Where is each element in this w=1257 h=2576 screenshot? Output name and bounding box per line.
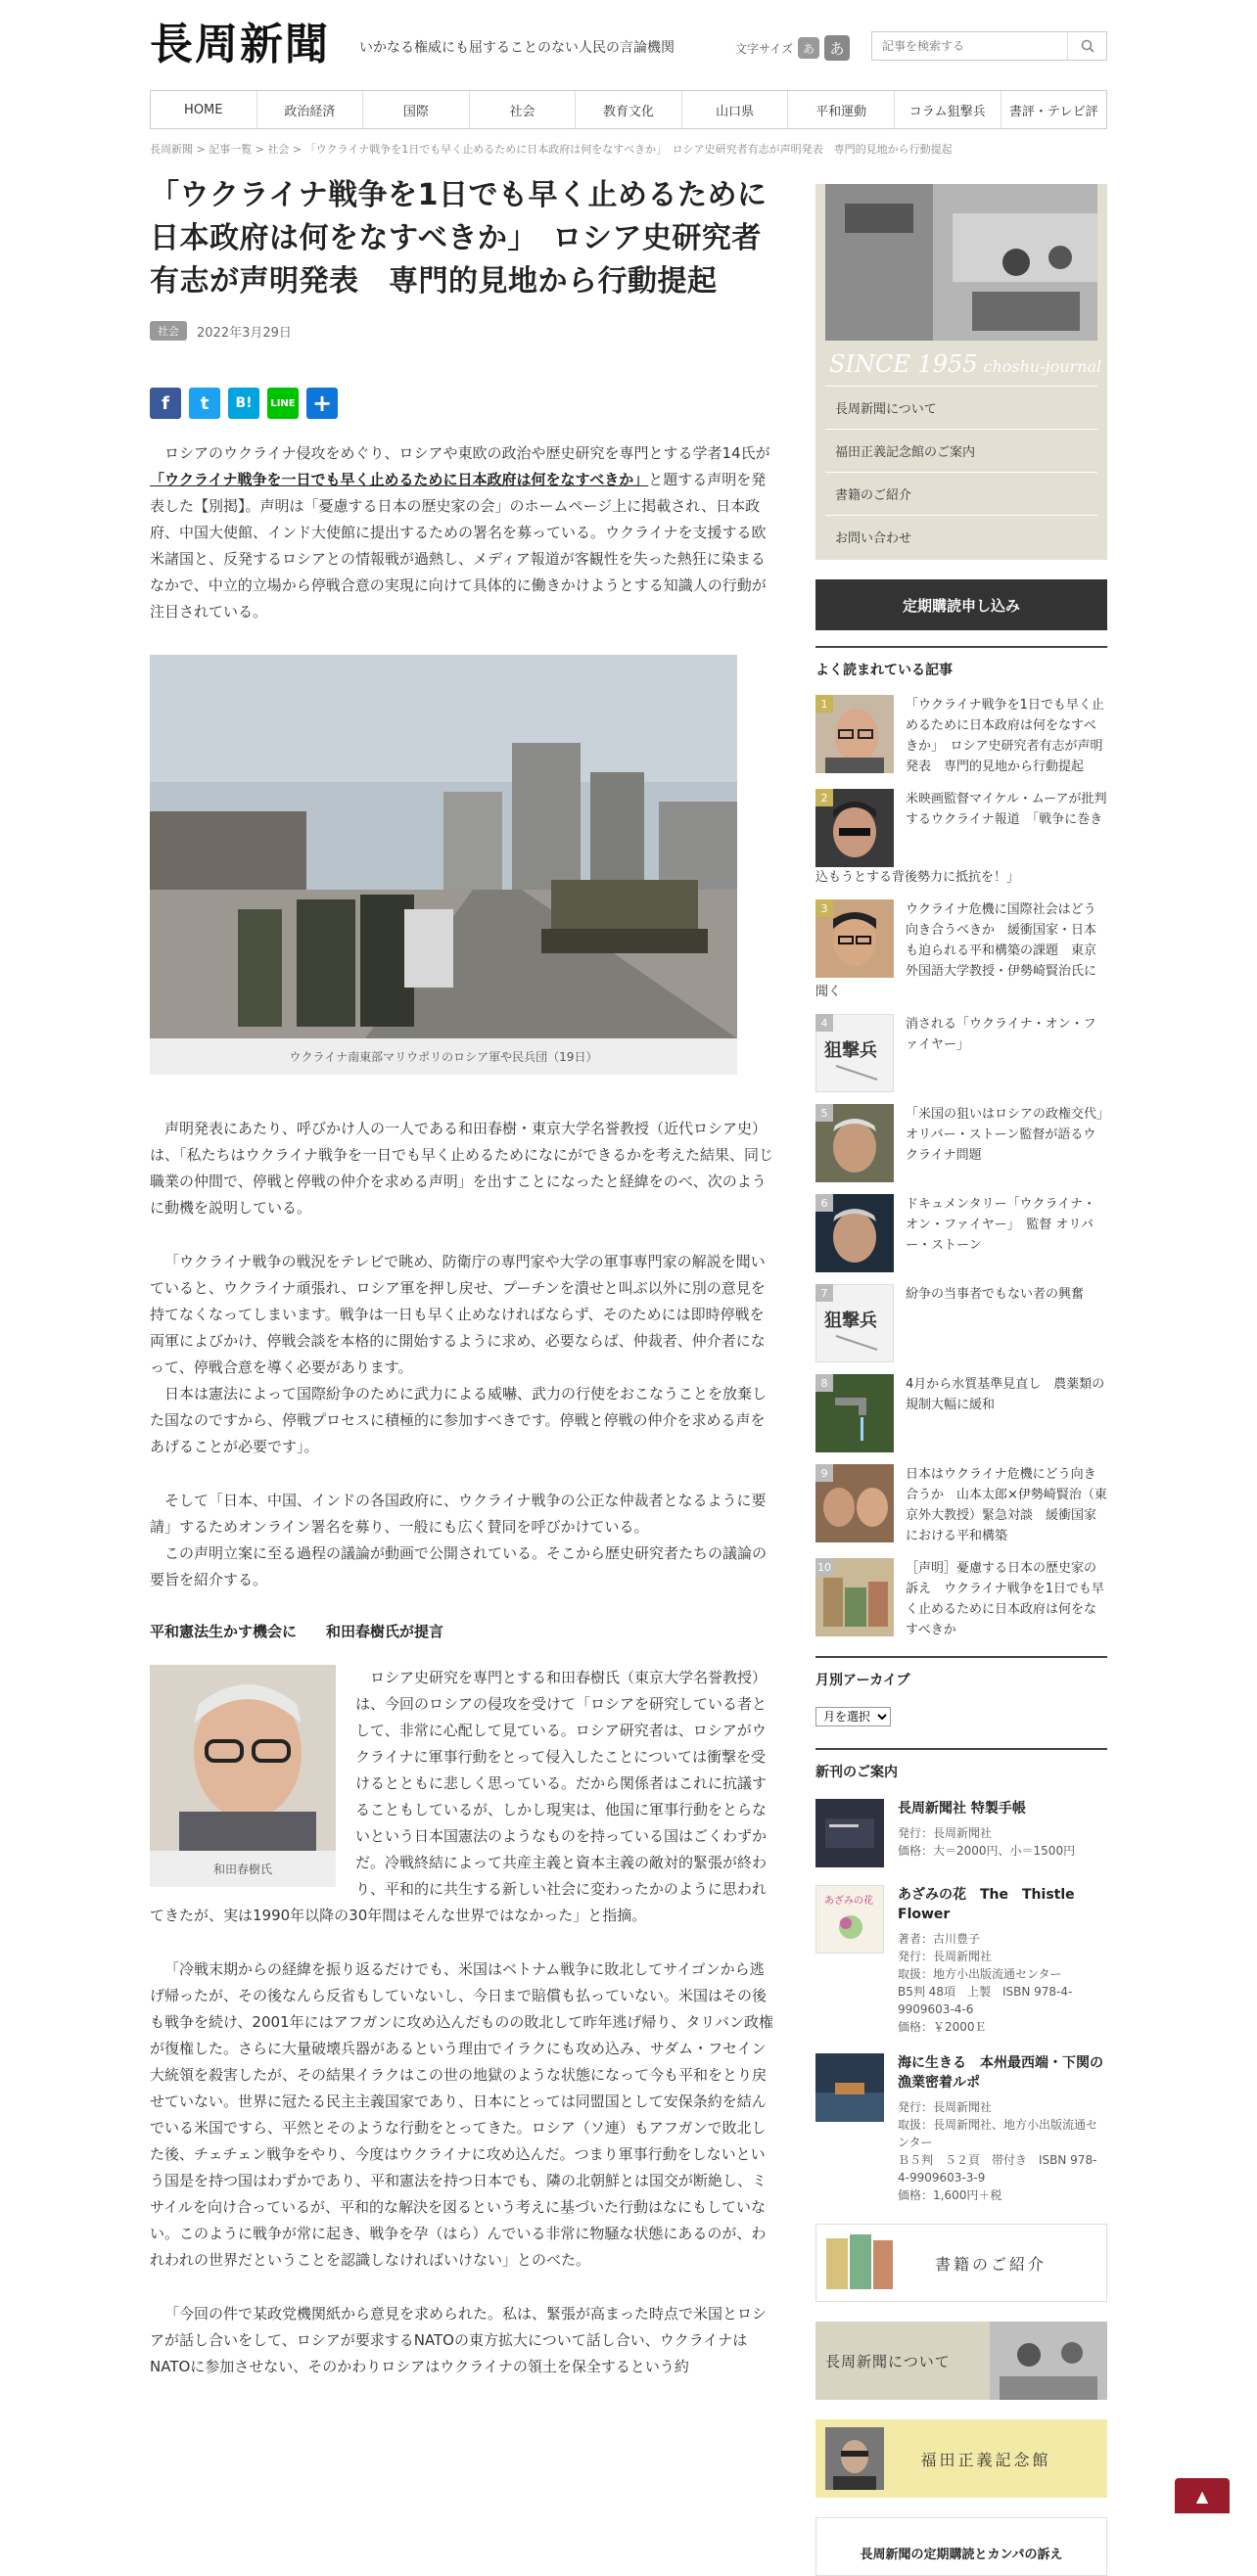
archive-select[interactable] (815, 1707, 891, 1726)
statement-link[interactable]: 「ウクライナ戦争を一日でも早く止めるために日本政府は何をなすべきか」 (150, 471, 649, 488)
nav-education[interactable]: 教育文化 (576, 91, 682, 128)
books-banner[interactable] (815, 2224, 1107, 2302)
nav-yamaguchi[interactable]: 山口県 (682, 91, 789, 128)
paragraph-4: 日本は憲法によって国際紛争のために武力による威嚇、武力の行使をおこなうことを放棄した国なのですから、停戦プロセスに積極的に参加すべきです。停戦と停戦の仲介を求める声をあげることが必要です」。 (150, 1385, 768, 1455)
svg-text:狙撃兵: 狙撃兵 (824, 1040, 877, 1061)
popular-item[interactable] (815, 1374, 1107, 1452)
war-photo-image (150, 655, 737, 1038)
popular-item[interactable] (815, 1194, 1107, 1272)
category-badge[interactable]: 社会 (150, 321, 187, 341)
book-desc: 発行：長周新聞社 価格：大＝2000円、小＝1500円 (898, 1826, 1076, 1858)
search-input[interactable] (872, 32, 1067, 60)
paragraph-8: 「冷戦末期からの経緯を振り返るだけでも、米国はベトナム戦争に敗北してサイゴンから逃げ帰ったが、その後なんら反省もしていないし、今日まで賠償も払っていない。米国はその後も戦争を続け、2001年にはアフガンに攻め込んだものの敗北して昨年逃げ帰り、タリバン政権が復権した。さらに大量破壊兵器があるという理由でイラクにも攻め込み、サダム・フセイン大統領を殺害したが、その結果イラクはこの世の地獄のような状態になって今も平和をとり戻せていない。世界に冠たる民主主義国家であり、日本にとっては同盟国として安保条約を結んでいる米国ですら、平然とそのような行動をとってきた。ロシア（ソ連）もアフガンで敗北した後、チェチェン戦争をやり、今度はウクライナに攻め込んだ。つまり軍事行動をしないという国是を持つ国はわずかであり、平和憲法を持つ日本でも、隣の北朝鮮とは国交が断絶し、ミサイルを向け合っているが、平和的な解決を図るという考えに基づいた行動はなにもしていない。このように戦争が常に起き、戦争を孕（はら）んでいる非常に物騒な状態にあるのが、われわれの世界だということを認識しなければいけない」とのべた。 (150, 1960, 773, 2269)
popular-item[interactable] (815, 1284, 1107, 1362)
office-photo-image (825, 184, 1097, 341)
font-size-label: 文字サイズ (735, 41, 794, 56)
popular-item[interactable] (815, 695, 1107, 777)
popular-item[interactable] (815, 1014, 1107, 1092)
paragraph-2: 声明発表にあたり、呼びかけ人の一人である和田春樹・東京大学名誉教授（近代ロシア史）は、「私たちはウクライナ戦争を一日でも早く止めるためになにができるかを考えた結果、同じ職業の仲間で、停戦と停戦の仲介を求める声明」を出すことになったと経緯をのべ、次のように動機を説明している。 (150, 1120, 774, 1217)
about-box (815, 184, 1107, 560)
paragraph-3: 「ウクライナ戦争の戦況をテレビで眺め、防衛庁の専門家や大学の軍事専門家の解説を聞いていると、ウクライナ頑張れ、ロシア軍を押し戻せ、プーチンを潰せと叫ぶ以外に別の意見を持てなくなってしまいます。戦争は一日も早く止めなければならず、そのためには即時停戦を両軍によびかけ、停戦会談を本格的に開始するように求め、必要ならば、仲裁者、仲介者になって、停戦合意を導く必要があります。 (150, 1253, 766, 1376)
about-banner-image (990, 2322, 1107, 2400)
rank-number: 2 (815, 789, 833, 806)
book-title: 海に生きる 本州最西端・下関の漁業密着ルポ (898, 2055, 1103, 2091)
article (150, 174, 778, 2380)
rank-number: 9 (815, 1464, 833, 1482)
popular-title: 消される「ウクライナ・オン・ファイヤー」 (906, 1017, 1096, 1052)
nav-review[interactable]: 書評・テレビ評 (1008, 104, 1098, 119)
paragraph-9: 「今回の件で某政党機関紙から意見を求められた。私は、緊張が高まった時点で米国とロシアが話し合いをして、ロシアが要求するNATOの東方拡大について話し合い、ウクライナはNATOに参加させない、そのかわりロシアはウクライナの領土を保全するという約 (150, 2305, 768, 2375)
site-tagline: いかなる権威にも屈することのない人民の言論機関 (359, 40, 675, 56)
link-about[interactable]: 長周新聞について (825, 386, 1097, 429)
main-nav (150, 90, 1107, 129)
facebook-share-button[interactable]: f (150, 388, 181, 419)
rank-number: 7 (815, 1284, 833, 1302)
rank-number: 5 (815, 1104, 833, 1122)
nav-politics[interactable]: 政治経済 (257, 91, 364, 128)
books-heading: 新刊のご案内 (815, 1748, 1107, 1781)
rank-number: 6 (815, 1194, 833, 1212)
popular-title: 紛争の当事者でもない者の興奮 (906, 1287, 1085, 1302)
article-title: 「ウクライナ戦争を1日でも早く止めるために日本政府は何をなすべきか」 ロシア史研究者有志が声明発表 専門的見地から行動提起 (150, 178, 768, 299)
popular-item[interactable] (815, 1464, 1107, 1546)
site-header (150, 0, 1107, 88)
article-date: 2022年3月29日 (197, 325, 292, 341)
article-photo (150, 655, 737, 1075)
section-heading: 平和憲法生かす機会に 和田春樹氏が提言 (150, 1623, 444, 1640)
more-share-button[interactable]: + (306, 388, 338, 419)
nav-peace[interactable]: 平和運動 (788, 91, 895, 128)
books-banner-label: 書籍のご紹介 (934, 2254, 1047, 2274)
popular-item[interactable] (815, 899, 1107, 1002)
book-item[interactable] (815, 1885, 1107, 2036)
line-share-button[interactable]: LINE (267, 388, 299, 419)
books-banner-image (826, 2232, 895, 2295)
book-desc: 発行：長周新聞社 取扱：長周新聞社、地方小出版流通センター Ｂ５判 ５２頁 帯付き ISBN 978-4-9909603-3-9 価格：1,600円＋税 (898, 2100, 1098, 2202)
breadcrumb[interactable]: 長周新聞 > 記事一覧 > 社会 > 「ウクライナ戦争を1日でも早く止めるために日本政府は何をなすべきか」 ロシア史研究者有志が声明発表 専門的見地から行動提起 (150, 143, 953, 156)
hatena-share-button[interactable]: B! (228, 388, 259, 419)
share-buttons (150, 388, 778, 419)
subscription-appeal-banner[interactable] (815, 2517, 1107, 2576)
popular-title: 「ウクライナ戦争を1日でも早く止めるために日本政府は何をなすべきか」 ロシア史研究者有志が声明発表 専門的見地から行動提起 (906, 698, 1104, 774)
popular-item[interactable] (815, 789, 1107, 888)
rank-number: 3 (815, 899, 833, 917)
popular-title: ［声明］憂慮する日本の歴史家の訴え ウクライナ戦争を1日でも早く止めるために日本政府は何をなすべきか (906, 1561, 1104, 1637)
wada-portrait-image (150, 1665, 336, 1851)
popular-title: ウクライナ危機に国際社会はどう向き合うべきか 緩衝国家・日本も迫られる平和構築の課題 東京外国語大学教授・伊勢崎賢治氏に聞く (815, 902, 1097, 999)
popular-title: 米映画監督マイケル・ムーアが批判するウクライナ報道 「戦争に巻き込もうとする背後勢力に抵抗を！」 (815, 792, 1107, 885)
photo-caption: ウクライナ南東部マリウポリのロシア軍や民兵団（19日） (150, 1038, 737, 1075)
portrait-photo (150, 1665, 336, 1887)
nav-international[interactable]: 国際 (363, 91, 470, 128)
article-meta (150, 321, 778, 341)
book-item[interactable] (815, 1799, 1107, 1867)
museum-banner[interactable] (815, 2419, 1107, 2498)
search-icon (1081, 39, 1094, 53)
nav-home[interactable]: HOME (151, 91, 257, 128)
nav-column[interactable]: コラム狙撃兵 (895, 91, 1001, 128)
subscribe-button[interactable]: 定期購読申し込み (815, 579, 1107, 630)
since-sub: choshu-journal (983, 357, 1102, 376)
about-banner-label: 長周新聞について (825, 2352, 951, 2370)
book-cover (815, 1885, 884, 1954)
book-cover (815, 2053, 884, 2122)
museum-banner-image (825, 2427, 884, 2490)
search-button[interactable] (1067, 32, 1106, 60)
rank-number: 1 (815, 695, 833, 713)
book-title: 長周新聞社 特製手帳 (898, 1801, 1026, 1817)
link-books[interactable]: 書籍のご紹介 (825, 472, 1097, 515)
font-size-control (735, 35, 850, 61)
since-1955 (815, 341, 1107, 386)
back-to-top-button[interactable]: ▲ (1175, 2478, 1230, 2513)
archive-heading: 月別アーカイブ (815, 1656, 1107, 1689)
since-text: SINCE 1955 (829, 350, 978, 378)
paragraph-1-text: ロシアのウクライナ侵攻をめぐり、ロシアや東欧の政治や歴史研究を専門とする学者14氏が (164, 444, 770, 462)
book-item[interactable] (815, 2053, 1107, 2204)
site-logo[interactable]: 長周新聞 (150, 20, 330, 69)
search-box (871, 31, 1107, 61)
popular-list (815, 695, 1116, 1640)
rank-number: 8 (815, 1374, 833, 1392)
about-banner[interactable] (815, 2322, 1107, 2400)
popular-title: ドキュメンタリー「ウクライナ・オン・ファイヤー」 監督 オリバー・ストーン (906, 1197, 1096, 1253)
link-contact[interactable]: お問い合わせ (825, 515, 1097, 560)
museum-banner-label: 福田正義記念館 (920, 2450, 1051, 2469)
subscription-appeal-label: 長周新聞の定期購読とカンパの訴え (860, 2548, 1063, 2562)
popular-heading: よく読まれている記事 (815, 646, 1107, 679)
archive-select-wrap (815, 1707, 1107, 1726)
font-size-small-button[interactable]: あ (798, 37, 819, 59)
font-size-large-button[interactable]: あ (824, 35, 850, 61)
rank-number: 10 (815, 1558, 833, 1576)
popular-item[interactable] (815, 1104, 1116, 1182)
book-cover (815, 1799, 884, 1867)
paragraph-5: そして「日本、中国、インドの各国政府に、ウクライナ戦争の公正な仲裁者となるように要請」するためオンライン署名を募り、一般にも広く賛同を呼びかけている。 (150, 1492, 767, 1536)
sidebar (815, 174, 1116, 2576)
popular-title: 4月から水質基準見直し 農薬類の規制大幅に緩和 (906, 1377, 1105, 1412)
popular-title: 「米国の狙いはロシアの政権交代」 オリバー・ストーン監督が語るウクライナ問題 (906, 1107, 1116, 1163)
book-title: あざみの花 The Thistle Flower (898, 1887, 1075, 1922)
paragraph-1 (150, 440, 778, 625)
rank-number: 4 (815, 1014, 833, 1032)
book-desc: 著者：古川豊子 発行：長周新聞社 取扱：地方小出版流通センター B5判 48項 上製 ISBN 978-4-9909603-4-6 価格：￥2000Ｅ (898, 1932, 1073, 2034)
paragraph-6: この声明立案に至る過程の議論が動画で公開されている。そこから歴史研究者たちの議論の要旨を紹介する。 (150, 1544, 768, 1588)
popular-item[interactable] (815, 1558, 1107, 1640)
link-museum[interactable]: 福田正義記念館のご案内 (825, 429, 1097, 472)
nav-society[interactable]: 社会 (470, 91, 577, 128)
portrait-caption: 和田春樹氏 (150, 1851, 336, 1887)
twitter-share-button[interactable]: t (189, 388, 220, 419)
paragraph-1-text-b: と題する声明を発表した【別掲】。声明は「憂慮する日本の歴史家の会」のホームページ上に掲載され、日本政府、中国大使館、インド大使館に提出するための署名を募っている。ウクライナを支援する欧米諸国と、反発するロシアとの情報戦が過熱し、メディア報道が客観性を失った熱狂に染まるなかで、中立的立場から停戦合意の実現に向けて具体的に働きかけようとする知識人の行動が注目されている。 (150, 471, 767, 621)
svg-text:狙撃兵: 狙撃兵 (824, 1311, 877, 1331)
svg-text:あざみの花: あざみの花 (824, 1896, 873, 1907)
paragraph-7: ロシア史研究を専門とする和田春樹氏（東京大学名誉教授）は、今回のロシアの侵攻を受けて「ロシアを研究している者として、非常に心配して見ている。ロシア研究者は、ロシアがウクライナに軍事行動をとって侵入したことについては衝撃を受けるとともに悲しく思っている。だから関係者はこれに抗議することもしているが、しかし現実は、他国に軍事行動をとらないという日本国憲法のようなものを持っている国はごくわずかだ。冷戦終結によって共産主義と資本主義の敵対的緊張が終わり、平和的に共生する新しい社会に変わったかのように思われてきたが、実は1990年以降の30年間はそんな世界ではなかった」と指摘。 (150, 1669, 768, 1924)
popular-title: 日本はウクライナ危機にどう向き合うか 山本太郎×伊勢崎賢治（東京外大教授）緊急対談 緩衝国家における平和構築 (906, 1467, 1107, 1543)
